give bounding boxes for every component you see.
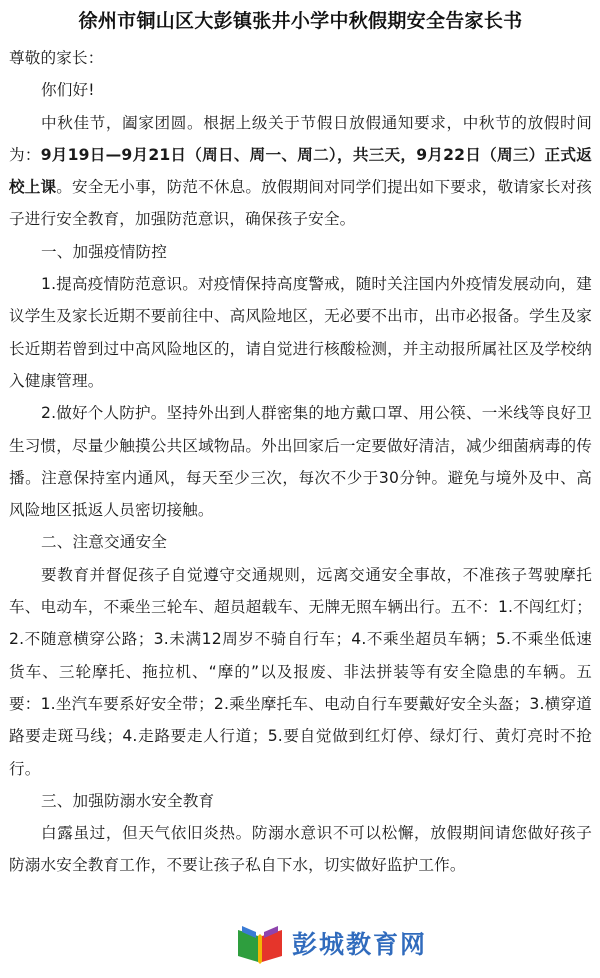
- intro-paragraph: [9, 107, 592, 236]
- book-logo-icon: [232, 920, 288, 966]
- watermark-text: 彭城教育网: [292, 930, 428, 959]
- section-heading-traffic: 二、注意交通安全: [41, 533, 167, 552]
- document-title: 徐州市铜山区大彭镇张井小学中秋假期安全告家长书: [78, 10, 523, 32]
- intro-text-1: 中秋佳节，阖家团圆。根据上级关于节假日放假通知要求，中秋节的放假时间为：: [9, 113, 592, 164]
- greeting: 尊敬的家长：: [9, 49, 104, 67]
- drowning-paragraph: 白露虽过，但天气依旧炎热。防溺水意识不可以松懈，放假期间请您做好孩子防溺水安全教育工作，不要让孩子私自下水，切实做好监护工作。: [9, 824, 592, 875]
- intro-dates-bold: 9月19日—9月21日（周日、周一、周二），共三天，9月22日（周三）正式返校上课: [9, 145, 592, 197]
- epidemic-paragraph-2: 2.做好个人防护。坚持外出到人群密集的地方戴口罩、用公筷、一米线等良好卫生习惯，尽量少触摸公共区域物品。外出回家后一定要做好清洁，减少细菌病毒的传播。注意保持室内通风，每天至少三次，每次不少于30分钟。避免与境外及中、高风险地区抵返人员密切接触。: [9, 404, 592, 520]
- traffic-paragraph: 要教育并督促孩子自觉遵守交通规则，远离交通安全事故，不准孩子驾驶摩托车、电动车，不乘坐三轮车、超员超载车、无牌无照车辆出行。五不：1.不闯红灯；2.不随意横穿公路；3.未满12周岁不骑自行车；4.不乘坐超员车辆；5.不乘坐低速货车、三轮摩托、拖拉机、“摩的”以及报废、非法拼装等有安全隐患的车辆。五要：1.坐汽车要系好安全带；2.乘坐摩托车、电动自行车要戴好安全头盔；3.横穿道路要走斑马线；4.走路要走人行道；5.要自觉做到红灯停、绿灯行、黄灯亮时不抢行。: [9, 565, 592, 778]
- hello-line: 你们好!: [41, 81, 95, 100]
- site-watermark: [232, 919, 472, 967]
- section-heading-drowning: 三、加强防溺水安全教育: [41, 791, 215, 810]
- section-heading-epidemic: 一、加强疫情防控: [41, 242, 167, 261]
- epidemic-paragraph-1: 1.提高疫情防范意识。对疫情保持高度警戒，随时关注国内外疫情发展动向，建议学生及家长近期不要前往中、高风险地区，无必要不出市，出市必报备。学生及家长近期若曾到过中高风险地区的，请自觉进行核酸检测，并主动报所属社区及学校纳入健康管理。: [9, 275, 592, 390]
- intro-text-2: 。安全无小事，防范不休息。放假期间对同学们提出如下要求，敬请家长对孩子进行安全教育，加强防范意识，确保孩子安全。: [9, 178, 592, 229]
